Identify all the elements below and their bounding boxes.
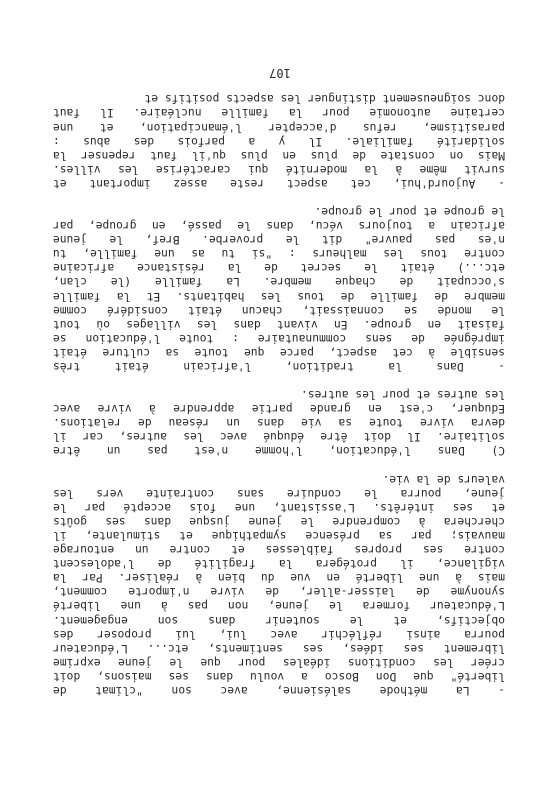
text-line: contre tous les malheurs : "si tu as une famille, tu <box>53 247 505 261</box>
page-number: 107 <box>269 66 291 80</box>
text-line: créer les conditions idéales pour que le jeune exprime <box>53 655 505 669</box>
text-line: mais à une liberté en vue du bien à réaliser. Par la <box>53 571 505 585</box>
text-line: sensible à cet aspect, parce que toute sa culture était <box>53 345 505 359</box>
text-line: faisait en groupe. En vivant dans les villages où tout <box>53 317 505 331</box>
text-line: donc soigneusement distinguer les aspects positifs et <box>144 92 505 106</box>
text-line: objectifs, et le soutenir dans son engagement. <box>53 613 505 627</box>
body-text <box>53 77 505 697</box>
paragraph-p1 <box>53 91 505 190</box>
text-line: jeune, pourra le conduire sans contrainte vers les <box>53 486 505 500</box>
text-line: contre ses propres faiblesses et contre un entourage <box>53 543 505 557</box>
text-line: liberté" que Don Bosco a voulu dans ses maisons, doit <box>53 669 505 683</box>
text-line: - La méthode salésienne, avec son "climat de <box>53 684 505 697</box>
text-line: le monde se connaissait, chacun était considéré comme <box>53 303 505 317</box>
paragraph-p3 <box>53 387 505 457</box>
text-line: pourra ainsi réfléchir avec lui, lui proposer des <box>53 627 505 641</box>
text-line: librement ses idées, ses sentiments, etc... L'éducateur <box>53 641 505 655</box>
text-line: les autres et pour les autres. <box>300 388 505 402</box>
text-line: le groupe et pour le groupe. <box>314 205 505 218</box>
text-line: - Aujourd'hui, cet aspect reste assez important et <box>53 176 505 190</box>
text-line: vigilance, il protégera la fragilité de l'adolescent <box>53 557 505 571</box>
text-line: Eduquer, c'est en grande partie apprendre à vivre avec <box>53 402 505 416</box>
text-line: valeurs de la vie. <box>382 472 505 486</box>
text-line: solitaire. Il doit être éduqué avec les autres, car il <box>53 430 505 444</box>
text-line: - Dans la tradition, l'africain était très <box>53 360 505 374</box>
text-line: africain a toujours vécu, dans le passé, en groupe, par <box>53 219 505 233</box>
text-line: Mais on constate de plus en plus qu'il faut repenser la <box>53 148 505 162</box>
text-line: et ses intérêts. L'assistant, une fois accepté par le <box>53 500 505 514</box>
text-line: C) Dans l'éducation, l'homme n'est pas un être <box>53 444 505 458</box>
text-line: survit même à la modernité qui caractérise les villes. <box>53 162 505 176</box>
text-line: certaine autonomie pour la famille nucléaire. Il faut <box>53 106 505 120</box>
text-line: solidarité familiale. Il y a parfois des abus : <box>53 134 505 148</box>
text-line: imprégnée de sens communautaire : toute l'éducation se <box>53 331 505 345</box>
text-line: parasitisme, refus d'accepter l'émancipation, et une <box>53 120 505 134</box>
text-line: synonyme de laisser-aller, de vivre n'importe comment, <box>53 585 505 599</box>
text-line: n'es pas pauvre" dit le proverbe. Bref, le jeune <box>53 233 505 247</box>
text-line: membre de famille de tous les habitants. Et la famille <box>53 289 505 303</box>
text-line: devra vivre toute sa vie dans un réseau de relations. <box>53 416 505 430</box>
paragraph-p2 <box>53 204 505 373</box>
text-line: cherchera à comprendre le jeune jusque dans ses goûts <box>53 514 505 528</box>
text-line: mauvais; par sa présence sympathique et stimulante, il <box>53 528 505 542</box>
text-line: s'occupait de chaque membre. La famille (le clan, <box>53 275 505 289</box>
text-line: L'éducateur formera le jeune, non pas à une liberté <box>53 599 505 613</box>
text-line: etc...) était le secret de la résistance africaine <box>53 261 505 275</box>
paragraph-p4 <box>53 472 505 698</box>
